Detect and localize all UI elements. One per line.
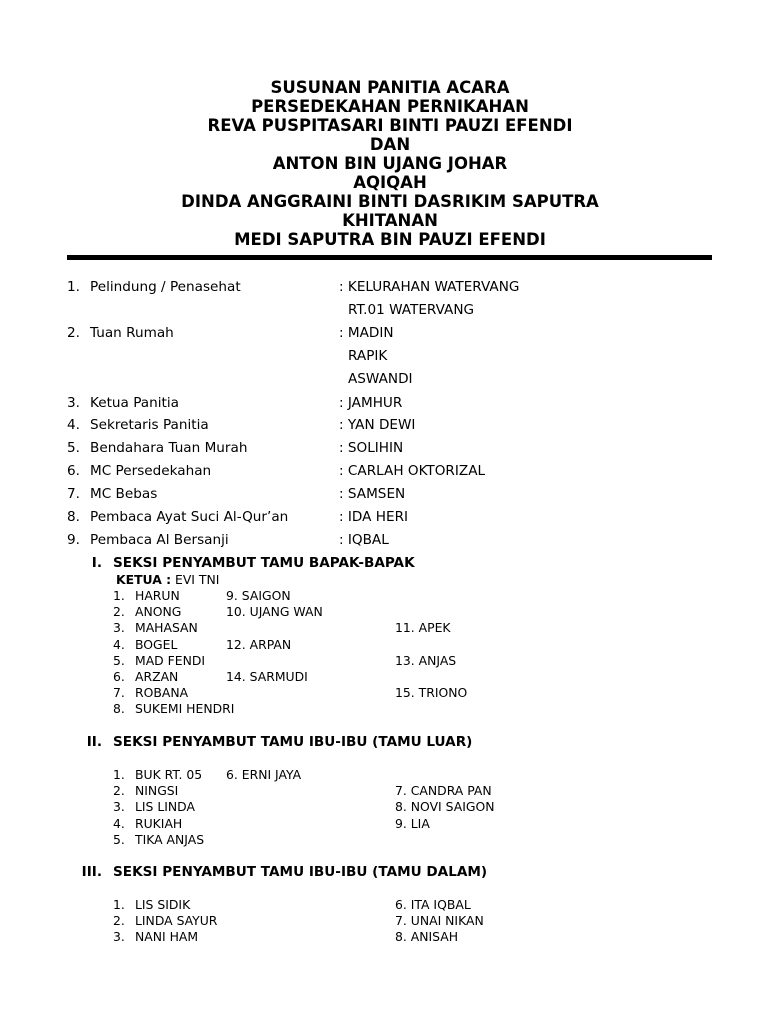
- member-number: 4.: [113, 636, 125, 652]
- member-name: NANI HAM: [135, 929, 199, 945]
- member-name: 12. ARPAN: [226, 636, 292, 652]
- member-name: 13. ANJAS: [395, 652, 457, 668]
- committee-value: : CARLAH OKTORIZAL: [339, 463, 486, 479]
- member-name: NINGSI: [135, 783, 179, 799]
- section-title: SEKSI PENYAMBUT TAMU IBU-IBU (TAMU LUAR): [113, 734, 473, 750]
- committee-number: 7.: [67, 486, 80, 502]
- committee-number: 5.: [67, 440, 80, 456]
- committee-role: Tuan Rumah: [90, 325, 174, 341]
- committee-role: Pembaca Ayat Suci Al-Qur’an: [90, 509, 289, 525]
- committee-value: : SOLIHIN: [339, 440, 404, 456]
- committee-number: 9.: [67, 532, 80, 548]
- member-number: 1.: [113, 897, 125, 912]
- member-name: TIKA ANJAS: [135, 831, 205, 847]
- header-line-2: PERSEDEKAHAN PERNIKAHAN: [251, 97, 529, 116]
- member-number: 8.: [113, 701, 125, 717]
- header-line-4: DAN: [369, 135, 411, 154]
- header-line-9: MEDI SAPUTRA BIN PAUZI EFENDI: [234, 230, 546, 249]
- committee-value: ASWANDI: [348, 371, 413, 387]
- member-name: 8. ANISAH: [395, 929, 459, 945]
- section-roman-numeral: II.: [86, 734, 102, 750]
- committee-role: Bendahara Tuan Murah: [90, 440, 248, 456]
- committee-value: RT.01 WATERVANG: [348, 302, 475, 318]
- member-number: 4.: [113, 815, 125, 831]
- member-number: 2.: [113, 604, 125, 620]
- section-roman-numeral: I.: [91, 555, 102, 571]
- header-line-5: ANTON BIN UJANG JOHAR: [272, 154, 508, 173]
- member-number: 2.: [113, 783, 125, 799]
- member-name: BOGEL: [135, 636, 178, 652]
- committee-role: Ketua Panitia: [90, 395, 179, 411]
- member-number: 3.: [113, 620, 125, 636]
- committee-number: 4.: [67, 417, 80, 433]
- committee-number: 6.: [67, 463, 80, 479]
- committee-value: RAPIK: [348, 348, 388, 364]
- member-name: LIS SIDIK: [135, 897, 191, 912]
- member-name: 7. UNAI NIKAN: [395, 913, 484, 929]
- member-number: 5.: [113, 831, 125, 847]
- member-name: ARZAN: [135, 669, 179, 684]
- ketua-value: EVI TNI: [171, 572, 220, 587]
- member-number: 2.: [113, 913, 125, 929]
- member-name: 9. LIA: [395, 815, 430, 831]
- member-name: MAD FENDI: [135, 652, 206, 668]
- committee-value: : KELURAHAN WATERVANG: [339, 279, 520, 295]
- committee-value: : JAMHUR: [339, 395, 403, 411]
- member-name: 15. TRIONO: [395, 685, 468, 701]
- member-name: 9. SAIGON: [226, 588, 291, 603]
- committee-value: : IQBAL: [339, 532, 389, 548]
- member-name: 6. ERNI JAYA: [226, 767, 302, 782]
- member-number: 3.: [113, 799, 125, 815]
- member-name: 6. ITA IQBAL: [395, 897, 471, 912]
- member-number: 3.: [113, 929, 125, 945]
- section-title: SEKSI PENYAMBUT TAMU IBU-IBU (TAMU DALAM): [113, 864, 488, 880]
- member-name: HARUN: [135, 588, 180, 603]
- committee-value: : YAN DEWI: [339, 417, 416, 433]
- member-name: 14. SARMUDI: [226, 669, 308, 684]
- member-name: ANONG: [135, 604, 182, 620]
- committee-number: 3.: [67, 395, 80, 411]
- member-name: ROBANA: [135, 685, 189, 701]
- member-number: 6.: [113, 669, 125, 684]
- member-number: 7.: [113, 685, 125, 701]
- section-roman-numeral: III.: [81, 864, 102, 880]
- committee-number: 2.: [67, 325, 80, 341]
- header-divider: [67, 255, 712, 260]
- committee-number: 1.: [67, 279, 80, 295]
- ketua-label: KETUA :: [116, 572, 172, 587]
- member-name: SUKEMI HENDRI: [135, 701, 235, 717]
- member-name: 7. CANDRA PAN: [395, 783, 492, 799]
- member-name: 8. NOVI SAIGON: [395, 799, 495, 815]
- committee-role: MC Persedekahan: [90, 463, 212, 479]
- member-number: 1.: [113, 588, 125, 603]
- committee-role: Sekretaris Panitia: [90, 417, 209, 433]
- member-number: 1.: [113, 767, 125, 782]
- member-name: 11. APEK: [395, 620, 451, 636]
- committee-value: : SAMSEN: [339, 486, 406, 502]
- header-line-1: SUSUNAN PANITIA ACARA: [270, 78, 510, 97]
- member-name: 10. UJANG WAN: [226, 604, 323, 620]
- committee-role: MC Bebas: [90, 486, 158, 502]
- member-name: LIS LINDA: [135, 799, 195, 815]
- section-title: SEKSI PENYAMBUT TAMU BAPAK-BAPAK: [113, 555, 415, 571]
- committee-value: : MADIN: [339, 325, 394, 341]
- header-line-7: DINDA ANGGRAINI BINTI DASRIKIM SAPUTRA: [181, 192, 599, 211]
- committee-number: 8.: [67, 509, 80, 525]
- member-name: MAHASAN: [135, 620, 198, 636]
- committee-role: Pembaca Al Bersanji: [90, 532, 229, 548]
- section-ketua: [116, 572, 219, 587]
- member-name: BUK RT. 05: [135, 767, 203, 782]
- member-name: LINDA SAYUR: [135, 913, 218, 929]
- header-line-3: REVA PUSPITASARI BINTI PAUZI EFENDI: [207, 116, 573, 135]
- header-line-6: AQIQAH: [353, 173, 427, 192]
- committee-role: Pelindung / Penasehat: [90, 279, 241, 295]
- header-line-8: KHITANAN: [342, 211, 438, 230]
- member-number: 5.: [113, 652, 125, 668]
- member-name: RUKIAH: [135, 815, 183, 831]
- committee-value: : IDA HERI: [339, 509, 409, 525]
